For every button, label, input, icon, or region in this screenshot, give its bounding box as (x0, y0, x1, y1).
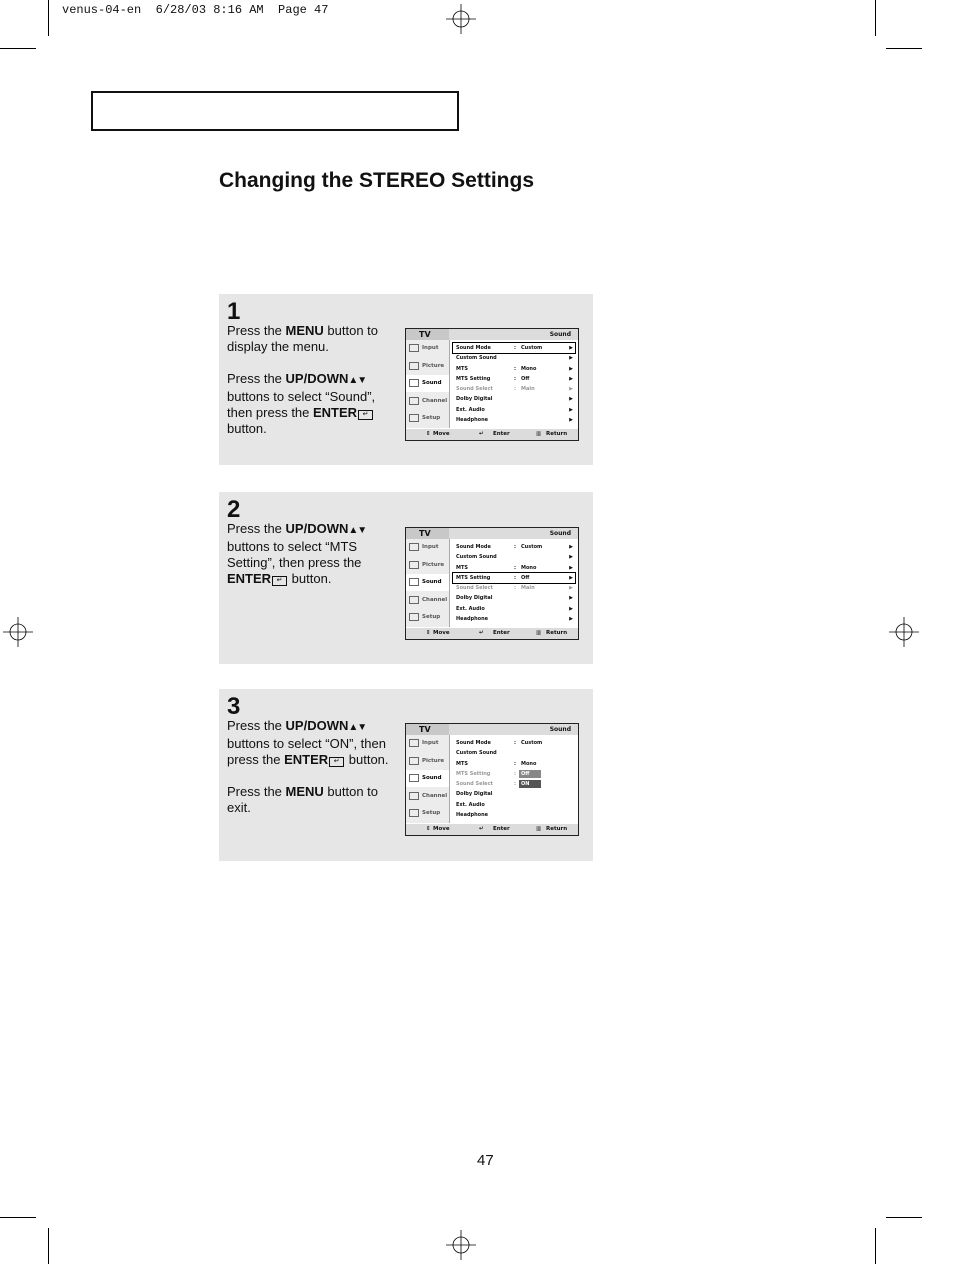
move-icon: ⇕ (426, 630, 431, 636)
tv-menu-screen (405, 328, 579, 441)
step-number: 3 (227, 693, 241, 720)
osd-sidebar-item-picture: Picture (406, 753, 449, 770)
crop-mark (0, 1217, 36, 1218)
arrow-right-icon: ▶ (569, 595, 573, 602)
tv-menu-screen (405, 723, 579, 836)
osd-header (406, 724, 578, 735)
osd-menu-row: MTS : Mono (456, 760, 537, 767)
osd-sidebar-item-sound: Sound (406, 574, 449, 591)
osd-sound-list (453, 542, 575, 624)
move-icon: ⇕ (426, 431, 431, 437)
osd-option-on: ON (519, 780, 541, 788)
osd-sidebar-item-setup: Setup (406, 609, 449, 626)
arrow-right-icon: ▶ (569, 544, 573, 550)
enter-icon: ↵ (479, 826, 484, 832)
arrow-right-icon: ▶ (569, 554, 573, 561)
enter-key-icon: ↵ (329, 757, 344, 767)
osd-sidebar-item-input: Input (406, 735, 449, 752)
crop-mark (886, 48, 922, 49)
osd-menu-title: Sound (549, 331, 571, 338)
crop-mark (886, 1217, 922, 1218)
osd-menu-row: Custom Sound ▶ (456, 554, 573, 561)
osd-menu-row: MTS Setting : Off ▶ (453, 573, 575, 583)
up-down-arrows-icon: ▲▼ (348, 375, 367, 386)
up-down-arrows-icon: ▲▼ (348, 525, 367, 536)
registration-mark-icon (3, 617, 33, 647)
crop-mark (875, 1228, 876, 1264)
move-icon: ⇕ (426, 826, 431, 832)
osd-menu-row: Dolby Digital ▶ (456, 396, 573, 403)
step-instructions: Press the UP/DOWN▲▼ buttons to select “MTS Setting”, then press the ENTER ↵ button. (227, 521, 367, 586)
osd-menu-title: Sound (549, 530, 571, 537)
page-number: 47 (477, 1152, 494, 1169)
osd-option-off: Off (519, 770, 541, 778)
osd-sidebar-item-sound: Sound (406, 770, 449, 787)
arrow-right-icon: ▶ (569, 605, 573, 612)
osd-sidebar-item-picture: Picture (406, 557, 449, 574)
osd-sidebar-item-setup: Setup (406, 805, 449, 822)
osd-sidebar-item-input: Input (406, 539, 449, 556)
step-instructions: Press the UP/DOWN▲▼ buttons to select “ON”, then press the ENTER ↵ button. Press the MENU button to exit. (227, 718, 389, 815)
arrow-right-icon: ▶ (569, 564, 573, 571)
osd-menu-row: Sound Mode : Custom (456, 740, 543, 746)
osd-menu-row: Ext. Audio ▶ (456, 605, 573, 612)
registration-mark-icon (446, 4, 476, 34)
arrow-right-icon: ▶ (569, 616, 573, 623)
menu-icon: ▥ (536, 431, 542, 437)
osd-menu-row: Dolby Digital (456, 791, 493, 798)
menu-icon: ▥ (536, 630, 542, 636)
sound-icon (409, 578, 419, 586)
osd-footer: ⇕ Move ↵ Enter ▥ Return (406, 429, 578, 440)
osd-menu-row: MTS : Mono ▶ (456, 564, 573, 571)
arrow-right-icon: ▶ (569, 365, 573, 372)
arrow-right-icon: ▶ (569, 585, 573, 592)
arrow-right-icon: ▶ (569, 574, 573, 581)
channel-icon (409, 596, 419, 604)
osd-menu-row: MTS Setting : (456, 770, 516, 777)
osd-menu-row: MTS Setting : Off ▶ (456, 375, 573, 382)
osd-menu-row: Sound Select : (456, 781, 516, 788)
step-number: 1 (227, 298, 241, 325)
step-2-panel (219, 492, 593, 664)
osd-sidebar-item-picture: Picture (406, 358, 449, 375)
arrow-right-icon: ▶ (569, 406, 573, 413)
osd-menu-row: Sound Mode : Custom ▶ (453, 343, 575, 353)
osd-menu-title: Sound (549, 726, 571, 733)
arrow-right-icon: ▶ (569, 375, 573, 382)
setup-icon (409, 809, 419, 817)
channel-icon (409, 397, 419, 405)
step-1-panel (219, 294, 593, 465)
osd-sidebar-item-sound: Sound (406, 375, 449, 392)
osd-sidebar-item-channel: Channel (406, 592, 449, 609)
arrow-right-icon: ▶ (569, 345, 573, 351)
osd-menu-row: MTS : Mono ▶ (456, 365, 573, 372)
registration-mark-icon (446, 1230, 476, 1260)
osd-menu-row: Custom Sound ▶ (456, 355, 573, 362)
step-instructions: Press the MENU button to display the menu. Press the UP/DOWN▲▼ buttons to select “Sound”, then press the ENTER ↵ button. (227, 323, 379, 436)
osd-tv-label: TV (406, 329, 449, 340)
picture-icon (409, 362, 419, 370)
osd-menu-row: Headphone ▶ (456, 616, 573, 623)
arrow-right-icon: ▶ (569, 396, 573, 403)
osd-sidebar-item-input: Input (406, 340, 449, 357)
osd-footer: ⇕ Move ↵ Enter ▥ Return (406, 824, 578, 835)
arrow-right-icon: ▶ (569, 355, 573, 362)
crop-mark (0, 48, 36, 49)
osd-menu-row: Ext. Audio (456, 801, 485, 808)
enter-icon: ↵ (479, 431, 484, 437)
osd-sound-list (453, 738, 575, 820)
osd-sidebar (406, 539, 450, 627)
chapter-header-box (91, 91, 459, 131)
channel-icon (409, 792, 419, 800)
input-icon (409, 543, 419, 551)
osd-menu-row: Headphone ▶ (456, 417, 573, 424)
osd-menu-row: Custom Sound (456, 750, 497, 757)
print-slug-line: venus-04-en 6/28/03 8:16 AM Page 47 (62, 3, 329, 17)
input-icon (409, 344, 419, 352)
picture-icon (409, 757, 419, 765)
step-3-panel (219, 689, 593, 861)
osd-sidebar (406, 340, 450, 428)
osd-menu-row: Dolby Digital ▶ (456, 595, 573, 602)
picture-icon (409, 561, 419, 569)
setup-icon (409, 414, 419, 422)
arrow-right-icon: ▶ (569, 386, 573, 393)
crop-mark (48, 0, 49, 36)
osd-sidebar-item-setup: Setup (406, 410, 449, 427)
menu-icon: ▥ (536, 826, 542, 832)
osd-sidebar (406, 735, 450, 823)
osd-header (406, 528, 578, 539)
osd-tv-label: TV (406, 724, 449, 735)
osd-menu-row: Headphone (456, 812, 489, 819)
osd-menu-row: Ext. Audio ▶ (456, 406, 573, 413)
osd-tv-label: TV (406, 528, 449, 539)
osd-sidebar-item-channel: Channel (406, 393, 449, 410)
osd-header (406, 329, 578, 340)
enter-key-icon: ↵ (272, 576, 287, 586)
crop-mark (48, 1228, 49, 1264)
setup-icon (409, 613, 419, 621)
osd-menu-row: Sound Select : Main ▶ (456, 585, 573, 592)
osd-footer: ⇕ Move ↵ Enter ▥ Return (406, 628, 578, 639)
enter-key-icon: ↵ (358, 410, 373, 420)
input-icon (409, 739, 419, 747)
registration-mark-icon (889, 617, 919, 647)
up-down-arrows-icon: ▲▼ (348, 722, 367, 733)
tv-menu-screen (405, 527, 579, 640)
osd-sidebar-item-channel: Channel (406, 788, 449, 805)
crop-mark (875, 0, 876, 36)
arrow-right-icon: ▶ (569, 417, 573, 424)
osd-menu-row: Sound Mode : Custom ▶ (456, 544, 573, 550)
sound-icon (409, 379, 419, 387)
sound-icon (409, 774, 419, 782)
enter-icon: ↵ (479, 630, 484, 636)
osd-sound-list (453, 343, 575, 425)
page-title: Changing the STEREO Settings (219, 169, 535, 192)
osd-menu-row: Sound Select : Main ▶ (456, 386, 573, 393)
step-number: 2 (227, 496, 241, 523)
